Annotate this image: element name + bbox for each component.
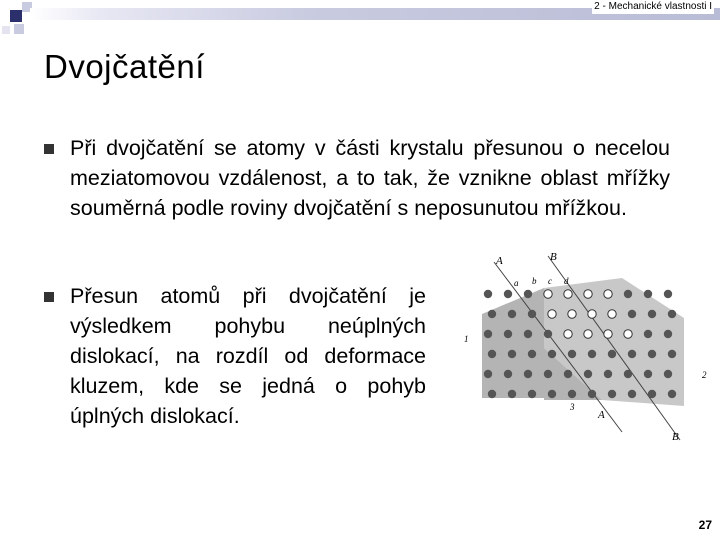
label-b: b xyxy=(532,276,537,286)
bullet-text-2: Přesun atomů při dvojčatění je výsledkem pohybu neúplných dislokací, na rozdíl od deformace kluzem, kde se jedná o pohyb úplných dislokací. xyxy=(70,284,426,428)
label-1: 1 xyxy=(464,334,469,344)
twinning-lattice-figure xyxy=(452,248,720,448)
bullet-marker xyxy=(44,292,54,302)
label-a: a xyxy=(514,278,519,288)
label-B-bottom: B xyxy=(672,431,679,443)
label-A-top: A xyxy=(496,255,503,267)
bullet-text-1: Při dvojčatění se atomy v části krystalu přesunou o necelou meziatomovou vzdálenost, a to tak, že vznikne oblast mřížky souměrná podle roviny dvojčatění s neposunutou mřížkou. xyxy=(70,136,670,220)
label-B-top: B xyxy=(550,251,557,263)
page-number: 27 xyxy=(698,518,712,532)
label-2: 2 xyxy=(702,370,707,380)
corner-decoration xyxy=(0,0,60,40)
slide-title: Dvojčatění xyxy=(44,48,205,85)
lattice-region-left xyxy=(482,288,544,398)
label-d: d xyxy=(564,276,569,286)
label-c: c xyxy=(548,276,552,286)
label-3: 3 xyxy=(570,402,575,412)
slide-header: 2 - Mechanické vlastnosti I xyxy=(594,1,712,12)
label-A-bottom: A xyxy=(598,409,605,421)
bullet-marker xyxy=(44,144,54,154)
